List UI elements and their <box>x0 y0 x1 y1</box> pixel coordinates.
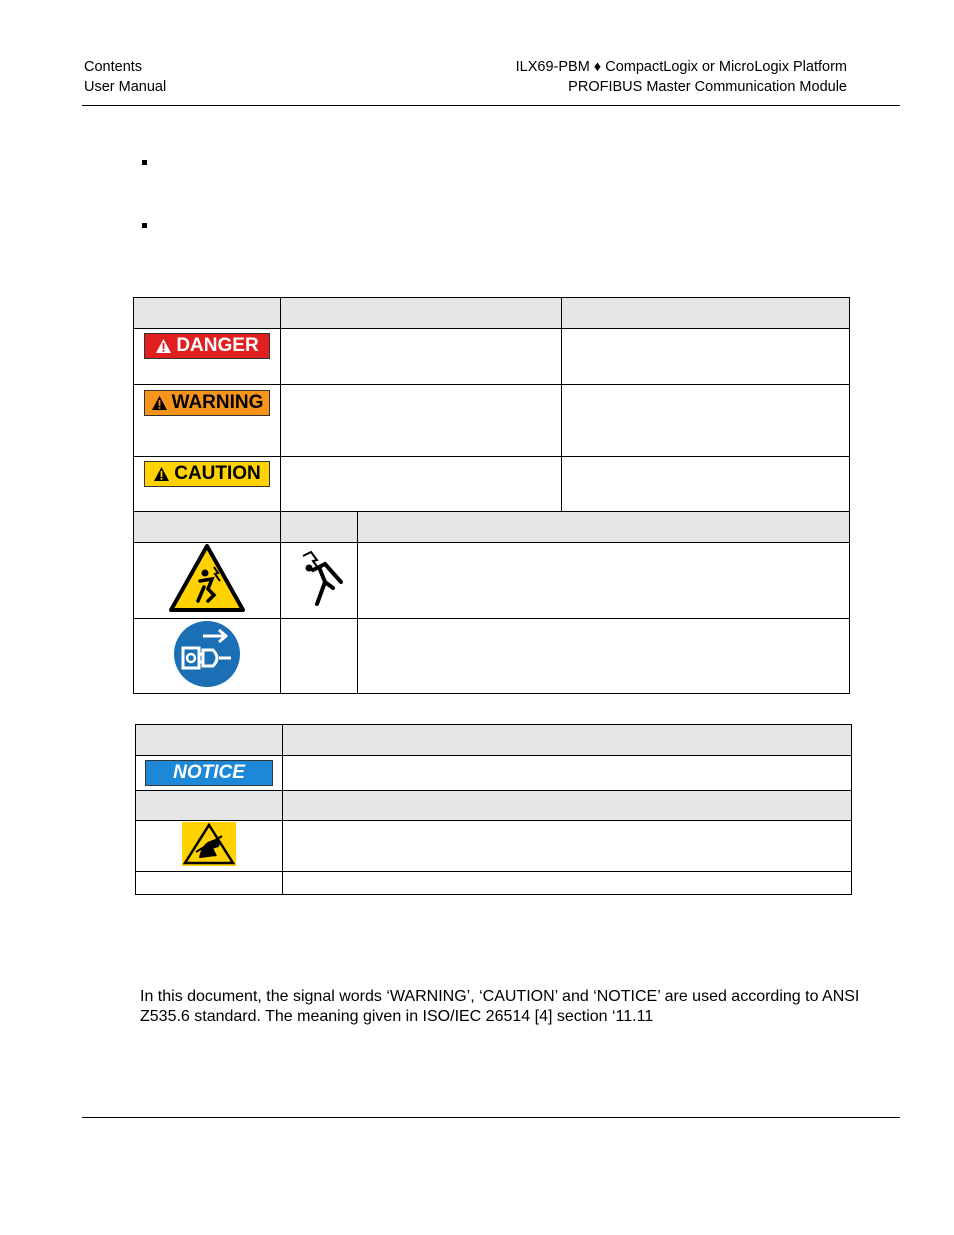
table-cell <box>281 619 358 694</box>
table-cell <box>281 457 562 512</box>
table-cell <box>134 329 281 385</box>
electric-shock-triangle-icon <box>168 543 246 613</box>
caution-label-text: CAUTION <box>174 463 261 484</box>
table-cell <box>134 457 281 512</box>
warning-triangle-icon <box>151 395 168 411</box>
table-row <box>136 756 852 791</box>
property-damage-table <box>135 724 852 895</box>
table-row <box>134 543 850 619</box>
table-cell <box>134 385 281 457</box>
footer-rule <box>82 1117 900 1118</box>
table-header-cell <box>283 791 852 821</box>
table-cell <box>134 543 281 619</box>
list-bullet <box>142 160 147 165</box>
warning-triangle-icon <box>153 466 170 482</box>
header-rule <box>82 105 900 106</box>
table-row <box>134 385 850 457</box>
danger-label-text: DANGER <box>176 335 259 356</box>
table-header-row <box>134 512 850 543</box>
warning-label-text: WARNING <box>171 392 264 413</box>
header-section: Contents <box>84 59 143 75</box>
electric-shock-icon <box>289 548 349 608</box>
table-row <box>134 619 850 694</box>
table-cell <box>562 457 850 512</box>
table-cell <box>136 756 283 791</box>
table-cell <box>281 385 562 457</box>
warning-label <box>144 390 270 416</box>
table-header-cell <box>281 512 358 543</box>
table-header-row <box>136 791 852 821</box>
table-header-cell <box>281 298 562 329</box>
table-cell <box>134 619 281 694</box>
table-header-row <box>134 298 850 329</box>
table-cell <box>136 821 283 872</box>
danger-label <box>144 333 270 359</box>
safety-messages-table <box>133 297 850 694</box>
header-product: ILX69-PBM ♦ CompactLogix or MicroLogix Platform <box>515 59 847 75</box>
table-header-cell <box>134 512 281 543</box>
table-cell <box>283 872 852 895</box>
table-row <box>136 821 852 872</box>
list-bullet <box>142 223 147 228</box>
table-cell <box>136 872 283 895</box>
header-right <box>516 57 847 97</box>
caution-label <box>144 461 270 487</box>
table-cell <box>358 543 850 619</box>
header-doc-type: User Manual <box>84 79 167 95</box>
table-header-cell <box>283 725 852 756</box>
table-row <box>136 872 852 895</box>
header-module: PROFIBUS Master Communication Module <box>568 79 847 95</box>
table-header-cell <box>358 512 850 543</box>
notice-label: NOTICE <box>145 760 273 786</box>
table-row <box>134 457 850 512</box>
warning-triangle-icon <box>155 338 172 354</box>
table-cell <box>562 385 850 457</box>
body-paragraph: In this document, the signal words ‘WARNING’, ‘CAUTION’ and ‘NOTICE’ are used according to ANSI Z535.6 standard. The meaning given in ISO/IEC 26514 [4] section ‘11.11 <box>140 988 860 1025</box>
table-row <box>134 329 850 385</box>
table-cell <box>281 329 562 385</box>
table-cell <box>283 756 852 791</box>
table-header-cell <box>136 725 283 756</box>
table-header-cell <box>136 791 283 821</box>
table-cell <box>281 543 358 619</box>
esd-icon <box>182 822 236 866</box>
header-left <box>84 57 166 97</box>
table-header-cell <box>562 298 850 329</box>
disconnect-plug-icon <box>173 620 241 688</box>
table-cell <box>358 619 850 694</box>
table-header-cell <box>134 298 281 329</box>
table-cell <box>562 329 850 385</box>
table-cell <box>283 821 852 872</box>
table-header-row <box>136 725 852 756</box>
